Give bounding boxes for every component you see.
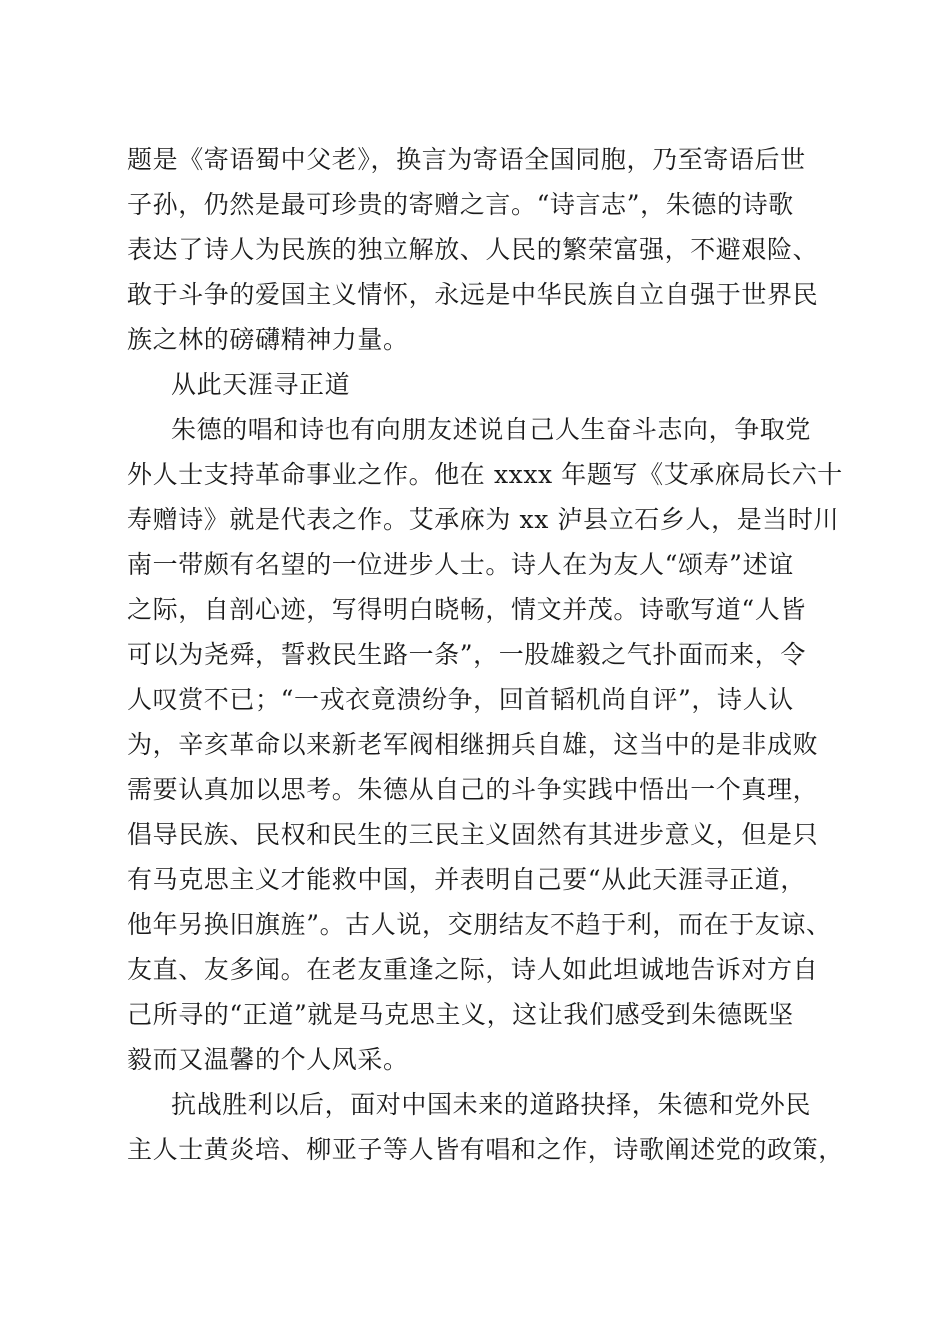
text-line: 寿赠诗》就是代表之作。艾承庥为 xx 泸县立石乡人，是当时川 <box>127 505 840 534</box>
text-line: 可以为尧舜，誓救民生路一条”，一股雄毅之气扑面而来，令 <box>127 640 806 669</box>
text-line: 敢于斗争的爱国主义情怀，永远是中华民族自立自强于世界民 <box>127 280 819 309</box>
text-line: 主人士黄炎培、柳亚子等人皆有唱和之作，诗歌阐述党的政策， <box>127 1135 844 1164</box>
text-line: 人叹赏不已；“一戎衣竟溃纷争，回首韬机尚自评”，诗人认 <box>127 685 794 714</box>
text-line: 他年另换旧旗旌”。古人说，交朋结友不趋于利，而在于友谅、 <box>127 910 832 939</box>
text-line: 外人士支持革命事业之作。他在 xxxx 年题写《艾承庥局长六十 <box>127 460 843 489</box>
section-heading: 从此天涯寻正道 <box>171 370 351 399</box>
text-line: 友直、友多闻。在老友重逢之际，诗人如此坦诚地告诉对方自 <box>127 955 819 984</box>
text-line: 族之林的磅礴精神力量。 <box>127 325 409 354</box>
text-line: 子孙，仍然是最可珍贵的寄赠之言。“诗言志”，朱德的诗歌 <box>127 190 794 219</box>
text-line: 抗战胜利以后，面对中国未来的道路抉择，朱德和党外民 <box>171 1090 812 1119</box>
text-line: 毅而又温馨的个人风采。 <box>127 1045 409 1074</box>
text-line: 倡导民族、民权和民生的三民主义固然有其进步意义，但是只 <box>127 820 819 849</box>
text-line: 之际，自剖心迹，写得明白晓畅，情文并茂。诗歌写道“人皆 <box>127 595 806 624</box>
text-line: 表达了诗人为民族的独立解放、人民的繁荣富强，不避艰险、 <box>127 235 819 264</box>
text-line: 己所寻的“正道”就是马克思主义，这让我们感受到朱德既坚 <box>127 1000 794 1029</box>
text-line: 需要认真加以思考。朱德从自己的斗争实践中悟出一个真理， <box>127 775 819 804</box>
text-line: 有马克思主义才能救中国，并表明自己要“从此天涯寻正道， <box>127 865 806 894</box>
text-line: 为，辛亥革命以来新老军阀相继拥兵自雄，这当中的是非成败 <box>127 730 819 759</box>
text-line: 朱德的唱和诗也有向朋友述说自己人生奋斗志向，争取党 <box>171 415 812 444</box>
text-line: 题是《寄语蜀中父老》，换言为寄语全国同胞，乃至寄语后世 <box>127 145 806 174</box>
text-line: 南一带颇有名望的一位进步人士。诗人在为友人“颂寿”述谊 <box>127 550 794 579</box>
